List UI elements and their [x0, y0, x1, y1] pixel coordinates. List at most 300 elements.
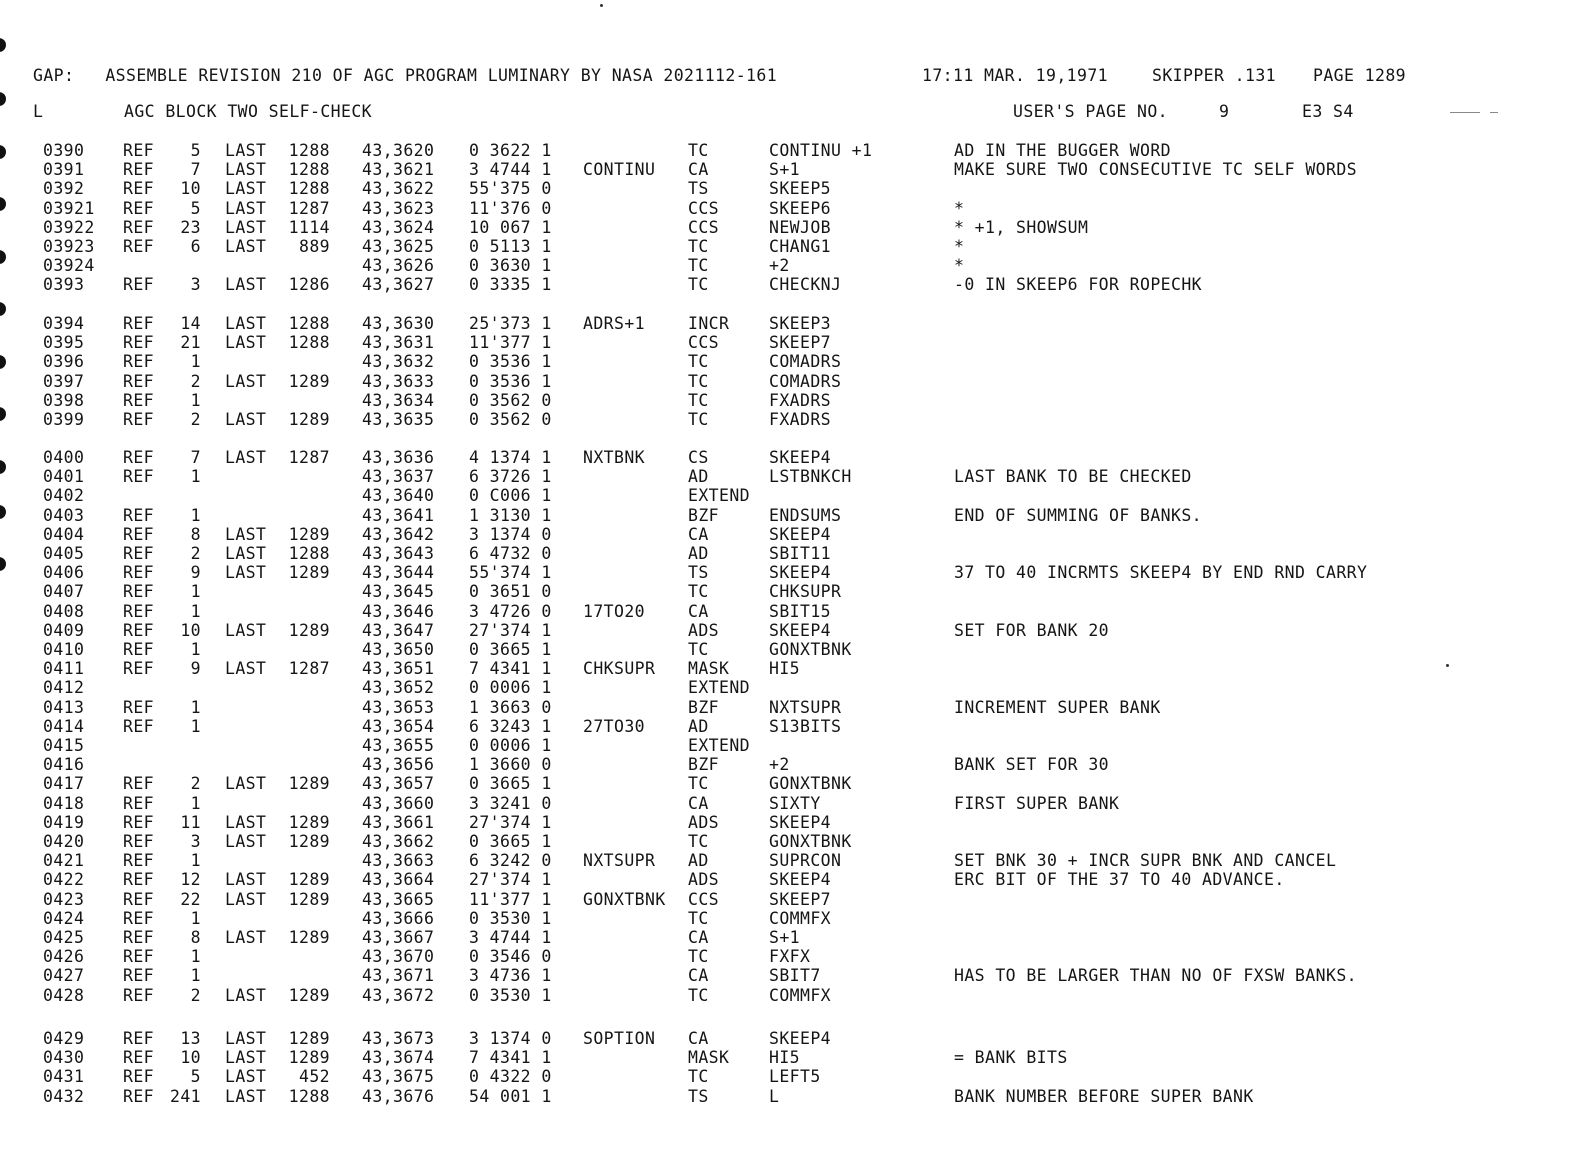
- ref-count: 1: [190, 908, 201, 928]
- octal-code: 1 3130 1: [469, 505, 552, 525]
- ref-keyword: REF: [123, 179, 155, 199]
- address: 43,3653: [362, 697, 435, 717]
- ref-keyword: REF: [123, 141, 155, 160]
- last-keyword: LAST: [225, 333, 267, 353]
- comment: *: [954, 237, 965, 256]
- line-number: 0427: [43, 966, 85, 986]
- operand: NXTSUPR: [769, 697, 842, 717]
- address: 43,3657: [362, 774, 435, 794]
- punch-hole: [0, 145, 6, 159]
- ref-keyword: REF: [123, 275, 155, 295]
- ref-count: 1: [190, 697, 201, 717]
- comment: -0 IN SKEEP6 FOR ROPECHK: [954, 275, 1203, 295]
- comment: END OF SUMMING OF BANKS.: [954, 505, 1203, 525]
- operand: LSTBNKCH: [769, 467, 852, 487]
- address: 43,3647: [362, 620, 435, 640]
- last-page: 1289: [288, 524, 330, 544]
- address: 43,3630: [362, 314, 435, 333]
- address: 43,3663: [362, 851, 435, 871]
- line-number: 0399: [43, 410, 85, 429]
- line-number: 0432: [43, 1086, 85, 1106]
- address: 43,3666: [362, 908, 435, 928]
- ref-keyword: REF: [123, 448, 155, 467]
- octal-code: 6 3726 1: [469, 467, 552, 487]
- last-page: 1289: [288, 1029, 330, 1048]
- symbol-label: CHKSUPR: [583, 659, 656, 679]
- line-number: 0407: [43, 582, 85, 602]
- operand: COMMFX: [769, 985, 832, 1005]
- octal-code: 0 3562 0: [469, 410, 552, 429]
- comment: SET FOR BANK 20: [954, 620, 1110, 640]
- last-page: 1289: [288, 812, 330, 832]
- ref-keyword: REF: [123, 870, 155, 890]
- octal-code: 0 3546 0: [469, 947, 552, 967]
- last-keyword: LAST: [225, 371, 267, 391]
- ref-keyword: REF: [123, 217, 155, 237]
- line-number: 03924: [43, 256, 95, 276]
- line-number: 0418: [43, 793, 85, 813]
- operand: GONXTBNK: [769, 640, 852, 659]
- octal-code: 55'374 1: [469, 563, 552, 583]
- opcode: CA: [688, 601, 709, 621]
- address: 43,3626: [362, 256, 435, 276]
- ref-count: 7: [190, 448, 201, 467]
- opcode: TC: [688, 256, 709, 276]
- symbol-label: CONTINU: [583, 160, 656, 180]
- last-keyword: LAST: [225, 544, 267, 563]
- ref-keyword: REF: [123, 582, 155, 602]
- address: 43,3660: [362, 793, 435, 813]
- octal-code: 4 1374 1: [469, 448, 552, 467]
- octal-code: 3 4744 1: [469, 928, 552, 947]
- last-page: 1289: [288, 774, 330, 794]
- octal-code: 0 3665 1: [469, 640, 552, 659]
- octal-code: 0 3665 1: [469, 832, 552, 851]
- opcode: EXTEND: [688, 736, 751, 755]
- address: 43,3633: [362, 371, 435, 391]
- ref-count: 1: [190, 390, 201, 410]
- punch-hole: [0, 250, 6, 264]
- operand: COMADRS: [769, 352, 842, 372]
- punch-hole: [0, 92, 6, 106]
- line-number: 0428: [43, 985, 85, 1005]
- users-page-label: USER'S PAGE NO.: [1013, 102, 1169, 121]
- ref-keyword: REF: [123, 985, 155, 1005]
- octal-code: 0 3651 0: [469, 582, 552, 602]
- address: 43,3655: [362, 736, 435, 755]
- octal-code: 11'377 1: [469, 333, 552, 353]
- operand: HI5: [769, 659, 801, 679]
- opcode: CCS: [688, 198, 720, 218]
- comment: *: [954, 198, 965, 218]
- address: 43,3674: [362, 1048, 435, 1068]
- octal-code: 3 4726 0: [469, 601, 552, 621]
- symbol-label: 17TO20: [583, 601, 646, 621]
- last-keyword: LAST: [225, 1029, 267, 1048]
- last-page: 1289: [288, 832, 330, 851]
- line-number: 0411: [43, 659, 85, 679]
- operand: SBIT7: [769, 966, 821, 986]
- last-keyword: LAST: [225, 179, 267, 199]
- comment: LAST BANK TO BE CHECKED: [954, 467, 1192, 487]
- scan-speck: [600, 4, 603, 7]
- opcode: TC: [688, 774, 709, 794]
- line-number: 0429: [43, 1029, 85, 1048]
- octal-code: 3 4744 1: [469, 160, 552, 180]
- last-keyword: LAST: [225, 928, 267, 947]
- ref-count: 2: [190, 774, 201, 794]
- last-keyword: LAST: [225, 1086, 267, 1106]
- address: 43,3670: [362, 947, 435, 967]
- last-page: 1289: [288, 563, 330, 583]
- last-page: 1287: [288, 198, 330, 218]
- ref-count: 21: [180, 333, 201, 353]
- opcode: CCS: [688, 217, 720, 237]
- opcode: INCR: [688, 314, 730, 333]
- last-page: 889: [298, 237, 330, 256]
- address: 43,3646: [362, 601, 435, 621]
- last-keyword: LAST: [225, 141, 267, 160]
- ref-keyword: REF: [123, 659, 155, 679]
- operand: SKEEP4: [769, 812, 832, 832]
- octal-code: 7 4341 1: [469, 659, 552, 679]
- ref-count: 5: [190, 141, 201, 160]
- comment: MAKE SURE TWO CONSECUTIVE TC SELF WORDS: [954, 160, 1358, 180]
- opcode: CA: [688, 966, 709, 986]
- opcode: TC: [688, 640, 709, 659]
- symbol-label: SOPTION: [583, 1029, 656, 1048]
- line-number: 0420: [43, 832, 85, 851]
- last-page: 1289: [288, 620, 330, 640]
- operand: S13BITS: [769, 716, 842, 736]
- last-page: 1288: [288, 179, 330, 199]
- opcode: AD: [688, 544, 709, 563]
- address: 43,3675: [362, 1067, 435, 1087]
- address: 43,3642: [362, 524, 435, 544]
- scan-mark: [1450, 112, 1480, 113]
- opcode: TC: [688, 371, 709, 391]
- opcode: TC: [688, 947, 709, 967]
- symbol-label: ADRS+1: [583, 314, 646, 333]
- ref-keyword: REF: [123, 352, 155, 372]
- ref-keyword: REF: [123, 410, 155, 429]
- last-page: 1289: [288, 928, 330, 947]
- address: 43,3637: [362, 467, 435, 487]
- ref-count: 241: [169, 1086, 201, 1106]
- opcode: CCS: [688, 889, 720, 909]
- line-number: 0400: [43, 448, 85, 467]
- operand: ENDSUMS: [769, 505, 842, 525]
- last-keyword: LAST: [225, 870, 267, 890]
- line-number: 0404: [43, 524, 85, 544]
- comment: = BANK BITS: [954, 1048, 1068, 1068]
- opcode: BZF: [688, 697, 720, 717]
- octal-code: 0 3530 1: [469, 985, 552, 1005]
- ref-keyword: REF: [123, 697, 155, 717]
- address: 43,3645: [362, 582, 435, 602]
- octal-code: 0 3536 1: [469, 371, 552, 391]
- operand: SKEEP7: [769, 889, 832, 909]
- file-code: E3 S4: [1302, 102, 1354, 121]
- opcode: TS: [688, 179, 709, 199]
- line-number: 0401: [43, 467, 85, 487]
- ref-count: 9: [190, 563, 201, 583]
- ref-count: 1: [190, 966, 201, 986]
- last-page: 1114: [288, 217, 330, 237]
- address: 43,3635: [362, 410, 435, 429]
- line-number: 0406: [43, 563, 85, 583]
- address: 43,3643: [362, 544, 435, 563]
- opcode: CA: [688, 928, 709, 947]
- opcode: CCS: [688, 333, 720, 353]
- ref-keyword: REF: [123, 851, 155, 871]
- line-number: 03921: [43, 198, 95, 218]
- ref-keyword: REF: [123, 544, 155, 563]
- ref-keyword: REF: [123, 505, 155, 525]
- address: 43,3651: [362, 659, 435, 679]
- last-keyword: LAST: [225, 275, 267, 295]
- opcode: MASK: [688, 1048, 730, 1068]
- operand: GONXTBNK: [769, 774, 852, 794]
- opcode: TS: [688, 1086, 709, 1106]
- ref-count: 13: [180, 1029, 201, 1048]
- line-number: 0392: [43, 179, 85, 199]
- operand: SKEEP5: [769, 179, 832, 199]
- ref-count: 1: [190, 793, 201, 813]
- last-page: 1288: [288, 1086, 330, 1106]
- operand: SKEEP4: [769, 524, 832, 544]
- comment: HAS TO BE LARGER THAN NO OF FXSW BANKS.: [954, 966, 1358, 986]
- operand: CHECKNJ: [769, 275, 842, 295]
- operand: LEFT5: [769, 1067, 821, 1087]
- symbol-label: GONXTBNK: [583, 889, 666, 909]
- comment: INCREMENT SUPER BANK: [954, 697, 1161, 717]
- ref-keyword: REF: [123, 601, 155, 621]
- operand: FXFX: [769, 947, 811, 967]
- address: 43,3622: [362, 179, 435, 199]
- operand: SKEEP4: [769, 563, 832, 583]
- ref-keyword: REF: [123, 966, 155, 986]
- last-keyword: LAST: [225, 524, 267, 544]
- last-keyword: LAST: [225, 832, 267, 851]
- line-number: 0414: [43, 716, 85, 736]
- last-keyword: LAST: [225, 160, 267, 180]
- line-number: 0402: [43, 486, 85, 506]
- address: 43,3627: [362, 275, 435, 295]
- octal-code: 0 3530 1: [469, 908, 552, 928]
- punch-hole: [0, 557, 6, 571]
- octal-code: 54 001 1: [469, 1086, 552, 1106]
- comment: SET BNK 30 + INCR SUPR BNK AND CANCEL: [954, 851, 1337, 871]
- line-number: 0396: [43, 352, 85, 372]
- ref-count: 1: [190, 716, 201, 736]
- ref-count: 7: [190, 160, 201, 180]
- ref-count: 1: [190, 505, 201, 525]
- line-number: 03923: [43, 237, 95, 256]
- operand: NEWJOB: [769, 217, 832, 237]
- line-number: 0390: [43, 141, 85, 160]
- symbol-label: NXTSUPR: [583, 851, 656, 871]
- octal-code: 6 4732 0: [469, 544, 552, 563]
- opcode: TC: [688, 582, 709, 602]
- opcode: CS: [688, 448, 709, 467]
- ref-keyword: REF: [123, 889, 155, 909]
- operand: FXADRS: [769, 390, 832, 410]
- last-page: 1288: [288, 544, 330, 563]
- comment: AD IN THE BUGGER WORD: [954, 141, 1172, 160]
- comment: ERC BIT OF THE 37 TO 40 ADVANCE.: [954, 870, 1285, 890]
- line-number: 0405: [43, 544, 85, 563]
- ref-count: 2: [190, 410, 201, 429]
- opcode: BZF: [688, 755, 720, 775]
- address: 43,3650: [362, 640, 435, 659]
- opcode: TC: [688, 237, 709, 256]
- operand: SBIT11: [769, 544, 832, 563]
- ref-keyword: REF: [123, 928, 155, 947]
- ref-count: 22: [180, 889, 201, 909]
- ref-keyword: REF: [123, 793, 155, 813]
- opcode: TS: [688, 563, 709, 583]
- last-page: 1288: [288, 314, 330, 333]
- ref-count: 8: [190, 928, 201, 947]
- opcode: CA: [688, 1029, 709, 1048]
- address: 43,3624: [362, 217, 435, 237]
- last-page: 1287: [288, 659, 330, 679]
- last-keyword: LAST: [225, 774, 267, 794]
- ref-count: 5: [190, 1067, 201, 1087]
- address: 43,3631: [362, 333, 435, 353]
- operand: SKEEP7: [769, 333, 832, 353]
- ref-count: 1: [190, 851, 201, 871]
- last-page: 452: [298, 1067, 330, 1087]
- address: 43,3662: [362, 832, 435, 851]
- ref-keyword: REF: [123, 947, 155, 967]
- ref-count: 1: [190, 640, 201, 659]
- line-number: 0410: [43, 640, 85, 659]
- octal-code: 0 3665 1: [469, 774, 552, 794]
- last-keyword: LAST: [225, 237, 267, 256]
- line-number: 0417: [43, 774, 85, 794]
- line-number: 0394: [43, 314, 85, 333]
- ref-count: 5: [190, 198, 201, 218]
- octal-code: 27'374 1: [469, 620, 552, 640]
- operand: SKEEP4: [769, 1029, 832, 1048]
- octal-code: 0 0006 1: [469, 678, 552, 698]
- ref-count: 8: [190, 524, 201, 544]
- scan-mark: [1490, 112, 1498, 113]
- operand: SIXTY: [769, 793, 821, 813]
- last-page: 1289: [288, 985, 330, 1005]
- last-keyword: LAST: [225, 659, 267, 679]
- opcode: TC: [688, 275, 709, 295]
- address: 43,3664: [362, 870, 435, 890]
- address: 43,3634: [362, 390, 435, 410]
- octal-code: 55'375 0: [469, 179, 552, 199]
- ref-count: 1: [190, 582, 201, 602]
- ref-keyword: REF: [123, 716, 155, 736]
- ref-keyword: REF: [123, 640, 155, 659]
- ref-count: 1: [190, 352, 201, 372]
- punch-hole: [0, 38, 6, 52]
- opcode: TC: [688, 832, 709, 851]
- address: 43,3676: [362, 1086, 435, 1106]
- last-page: 1289: [288, 1048, 330, 1068]
- line-number: 0412: [43, 678, 85, 698]
- octal-code: 27'374 1: [469, 812, 552, 832]
- octal-code: 0 0006 1: [469, 736, 552, 755]
- opcode: TC: [688, 410, 709, 429]
- line-number: 0426: [43, 947, 85, 967]
- address: 43,3636: [362, 448, 435, 467]
- ref-count: 1: [190, 947, 201, 967]
- ref-keyword: REF: [123, 1067, 155, 1087]
- ref-keyword: REF: [123, 237, 155, 256]
- ref-keyword: REF: [123, 563, 155, 583]
- operand: COMADRS: [769, 371, 842, 391]
- address: 43,3667: [362, 928, 435, 947]
- comment: FIRST SUPER BANK: [954, 793, 1120, 813]
- address: 43,3625: [362, 237, 435, 256]
- octal-code: 11'376 0: [469, 198, 552, 218]
- line-number: 0409: [43, 620, 85, 640]
- line-number: 0408: [43, 601, 85, 621]
- section-title: AGC BLOCK TWO SELF-CHECK: [124, 102, 373, 121]
- last-page: 1289: [288, 870, 330, 890]
- line-number: 0421: [43, 851, 85, 871]
- last-keyword: LAST: [225, 198, 267, 218]
- comment: *: [954, 256, 965, 276]
- last-keyword: LAST: [225, 410, 267, 429]
- address: 43,3654: [362, 716, 435, 736]
- octal-code: 3 3241 0: [469, 793, 552, 813]
- opcode: AD: [688, 851, 709, 871]
- operand: GONXTBNK: [769, 832, 852, 851]
- program-title: GAP: ASSEMBLE REVISION 210 OF AGC PROGRAM LUMINARY BY NASA 2021112-161: [33, 66, 778, 85]
- octal-code: 1 3660 0: [469, 755, 552, 775]
- address: 43,3644: [362, 563, 435, 583]
- ref-count: 12: [180, 870, 201, 890]
- operand: L: [769, 1086, 780, 1106]
- ref-count: 2: [190, 985, 201, 1005]
- octal-code: 3 1374 0: [469, 1029, 552, 1048]
- operand: CHANG1: [769, 237, 832, 256]
- listing-timestamp: 17:11 MAR. 19,1971: [922, 66, 1109, 85]
- octal-code: 0 3630 1: [469, 256, 552, 276]
- line-number: 0398: [43, 390, 85, 410]
- octal-code: 6 3242 0: [469, 851, 552, 871]
- last-page: 1286: [288, 275, 330, 295]
- ref-keyword: REF: [123, 467, 155, 487]
- line-number: 0423: [43, 889, 85, 909]
- operand: SBIT15: [769, 601, 832, 621]
- punch-hole: [0, 302, 6, 316]
- operand: HI5: [769, 1048, 801, 1068]
- operand: SKEEP6: [769, 198, 832, 218]
- address: 43,3623: [362, 198, 435, 218]
- opcode: ADS: [688, 812, 720, 832]
- ref-keyword: REF: [123, 371, 155, 391]
- octal-code: 0 3622 1: [469, 141, 552, 160]
- octal-code: 10 067 1: [469, 217, 552, 237]
- octal-code: 0 3562 0: [469, 390, 552, 410]
- ref-keyword: REF: [123, 198, 155, 218]
- ref-keyword: REF: [123, 1048, 155, 1068]
- operand: +2: [769, 755, 790, 775]
- line-number: 0413: [43, 697, 85, 717]
- last-page: 1288: [288, 141, 330, 160]
- line-number: 0424: [43, 908, 85, 928]
- octal-code: 3 1374 0: [469, 524, 552, 544]
